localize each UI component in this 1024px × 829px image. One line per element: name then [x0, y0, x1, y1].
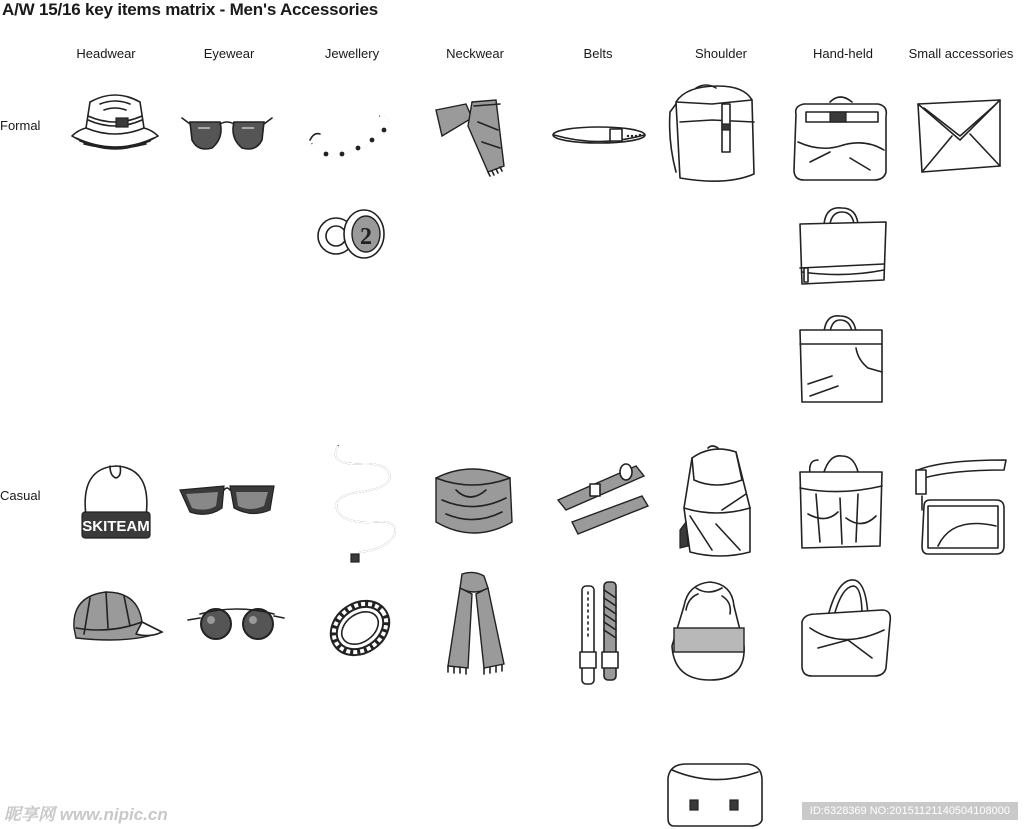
column-header-neckwear: Neckwear — [446, 46, 504, 61]
page-title: A/W 15/16 key items matrix - Men's Accessories — [2, 0, 378, 19]
casual-tote-illustration — [796, 454, 886, 552]
braided-belt-illustration — [574, 578, 626, 688]
cuff-bracelet-illustration — [306, 108, 396, 164]
watermark-right: ID:6328369 NO:20151121140504108000 — [802, 802, 1018, 820]
beanie-illustration — [80, 462, 152, 542]
messenger-bag-illustration — [664, 708, 766, 829]
cord-necklace-illustration — [320, 440, 402, 566]
fabric-belt-illustration — [552, 462, 650, 538]
column-header-jewellery: Jewellery — [324, 46, 380, 61]
wayfarer-sunglasses-illustration — [178, 482, 276, 522]
baseball-cap-illustration — [70, 588, 164, 644]
formal-tote-bag-illustration — [798, 206, 888, 288]
formal-backpack-illustration — [666, 82, 760, 190]
signet-ring-illustration — [314, 206, 388, 264]
drawstring-bag-illustration — [668, 580, 750, 684]
row-header-formal: Formal — [0, 118, 41, 133]
crossbody-pouch-illustration — [912, 456, 1010, 558]
shopper-tote-illustration — [798, 314, 884, 406]
column-header-headwear: Headwear — [76, 46, 136, 61]
svg-text:2: 2 — [360, 224, 372, 250]
svg-text:SKITEAM: SKITEAM — [82, 518, 150, 535]
watermark-left: 昵享网 www.nipic.cn — [4, 805, 168, 824]
envelope-clutch-illustration — [914, 96, 1004, 176]
column-header-hand-held: Hand-held — [813, 46, 873, 61]
long-scarf-illustration — [438, 570, 508, 674]
formal-belt-illustration — [550, 124, 648, 146]
row-header-casual: Casual — [0, 488, 41, 503]
woven-bracelet-illustration — [324, 594, 394, 662]
formal-scarf-illustration — [432, 96, 512, 176]
round-sunglasses-illustration — [186, 600, 286, 646]
column-header-shoulder: Shoulder — [694, 46, 748, 61]
briefcase-illustration — [790, 92, 890, 182]
column-header-small-accessories: Small accessories — [908, 46, 1014, 61]
duffle-bag-illustration — [798, 578, 894, 678]
snood-scarf-illustration — [432, 460, 514, 540]
column-header-belts: Belts — [583, 46, 613, 61]
bucket-hat-illustration — [70, 92, 160, 158]
rucksack-illustration — [676, 444, 758, 560]
aviator-sunglasses-illustration — [180, 114, 274, 156]
column-header-eyewear: Eyewear — [203, 46, 255, 61]
